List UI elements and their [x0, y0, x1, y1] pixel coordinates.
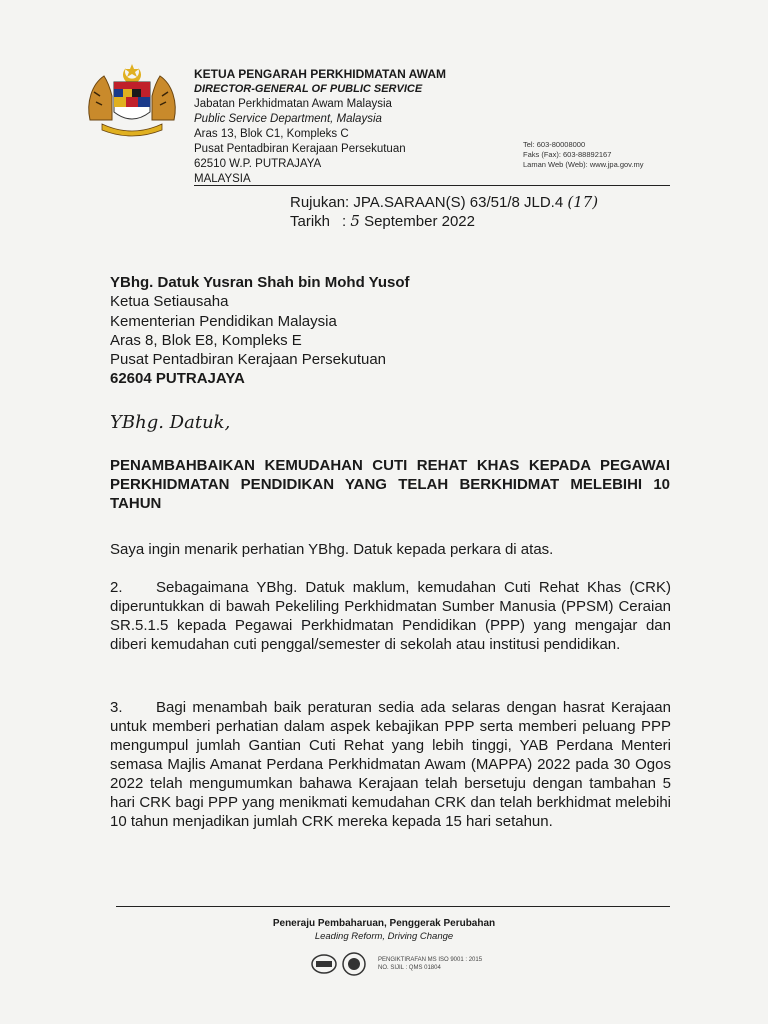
salutation: YBhg. Datuk,	[110, 412, 231, 433]
letterhead	[194, 67, 446, 187]
letter-subject: PENAMBAHBAIKAN KEMUDAHAN CUTI REHAT KHAS KEPADA PEGAWAI PERKHIDMATAN PENDIDIKAN YANG TELAH BERKHIDMAT MELEBIHI 10 TAHUN	[110, 457, 670, 512]
recipient-org: Kementerian Pendidikan Malaysia	[110, 312, 337, 330]
tarikh-label: Tarikh	[290, 213, 331, 230]
contact-web: Laman Web (Web): www.jpa.gov.my	[523, 160, 644, 169]
paragraph-2-number: 2.	[110, 579, 123, 596]
letterhead-address-2: Pusat Pentadbiran Kerajaan Persekutuan	[194, 143, 406, 155]
cert-standard: PENGIKTIRAFAN MS ISO 9001 : 2015	[378, 957, 483, 963]
letterhead-dept: Jabatan Perkhidmatan Awam Malaysia	[194, 98, 392, 110]
rujukan-handwritten: (17)	[567, 193, 599, 211]
motto-english: Leading Reform, Driving Change	[314, 931, 454, 942]
tarikh-value: September 2022	[364, 213, 475, 230]
tarikh-handwritten-day: 5	[350, 212, 360, 230]
paragraph-2-text: Sebagaimana YBhg. Datuk maklum, kemudahan Cuti Rehat Khas (CRK) diperuntukkan di bawah Pekeliling Perkhidmatan Sumber Manusia (PPSM) Ceraian SR.5.1.5 kepada Pegawai Perkhidmatan Pendidikan (PPP) yang mengajar dan diberi kemudahan cuti penggal/semester di sekolah atau institusi pendidikan.	[110, 579, 671, 653]
recipient-address-2: Pusat Pentadbiran Kerajaan Persekutuan	[110, 351, 387, 369]
cert-number: NO. SIJIL : QMS 01804	[378, 965, 441, 971]
paragraph-1: Saya ingin menarik perhatian YBhg. Datuk kepada perkara di atas.	[110, 541, 554, 558]
letterhead-dept-en: Public Service Department, Malaysia	[194, 113, 382, 125]
tarikh-colon: :	[342, 213, 347, 230]
paragraph-2	[110, 578, 671, 654]
reference-block	[290, 193, 598, 231]
malaysia-coat-of-arms-icon	[82, 62, 182, 142]
rujukan-value: JPA.SARAAN(S) 63/51/8 JLD.4	[353, 194, 564, 211]
paragraph-3	[110, 698, 671, 831]
letterhead-divider	[194, 185, 670, 186]
letterhead-address-3: 62510 W.P. PUTRAJAYA	[194, 158, 322, 170]
recipient-address	[110, 273, 409, 389]
contact-tel: Tel: 603-80008000	[523, 140, 586, 149]
certification-text	[378, 956, 482, 972]
contact-fax: Faks (Fax): 603-88892167	[523, 150, 612, 159]
letterhead-country: MALAYSIA	[194, 173, 251, 185]
recipient-address-1: Aras 8, Blok E8, Kompleks E	[110, 331, 302, 349]
recipient-postcode: 62604 PUTRAJAYA	[110, 370, 245, 388]
paragraph-3-text: Bagi menambah baik peraturan sedia ada selaras dengan hasrat Kerajaan untuk memberi perhatian dalam aspek kebajikan PPP serta memberi peluang PPP mengumpul jumlah Gantian Cuti Rehat yang lebih tinggi, YAB Perdana Menteri semasa Majlis Amanat Perdana Perkhidmatan Awam (MAPPA) 2022 pada 30 Ogos 2022 telah mengumumkan bahawa Kerajaan telah bersetuju dengan tambahan 5 hari CRK bagi PPP yang menikmati kemudahan CRK dan telah berkhidmat melebihi 10 tahun menjadikan jumlah CRK mereka kepada 15 hari setahun.	[110, 699, 671, 830]
recipient-name: YBhg. Datuk Yusran Shah bin Mohd Yusof	[110, 274, 410, 291]
recipient-title: Ketua Setiausaha	[110, 293, 229, 311]
paragraph-3-number: 3.	[110, 699, 123, 716]
footer-motto	[0, 917, 768, 943]
letterhead-address-1: Aras 13, Blok C1, Kompleks C	[194, 128, 349, 140]
rujukan-label: Rujukan:	[290, 194, 350, 211]
motto-malay: Peneraju Pembaharuan, Penggerak Perubahan	[272, 918, 496, 929]
letterhead-title-en: DIRECTOR-GENERAL OF PUBLIC SERVICE	[194, 83, 423, 95]
footer-divider	[116, 906, 670, 907]
letterhead-contact	[523, 140, 643, 170]
iso-certification-logos-icon	[310, 950, 370, 978]
letterhead-title: KETUA PENGARAH PERKHIDMATAN AWAM	[194, 67, 446, 81]
